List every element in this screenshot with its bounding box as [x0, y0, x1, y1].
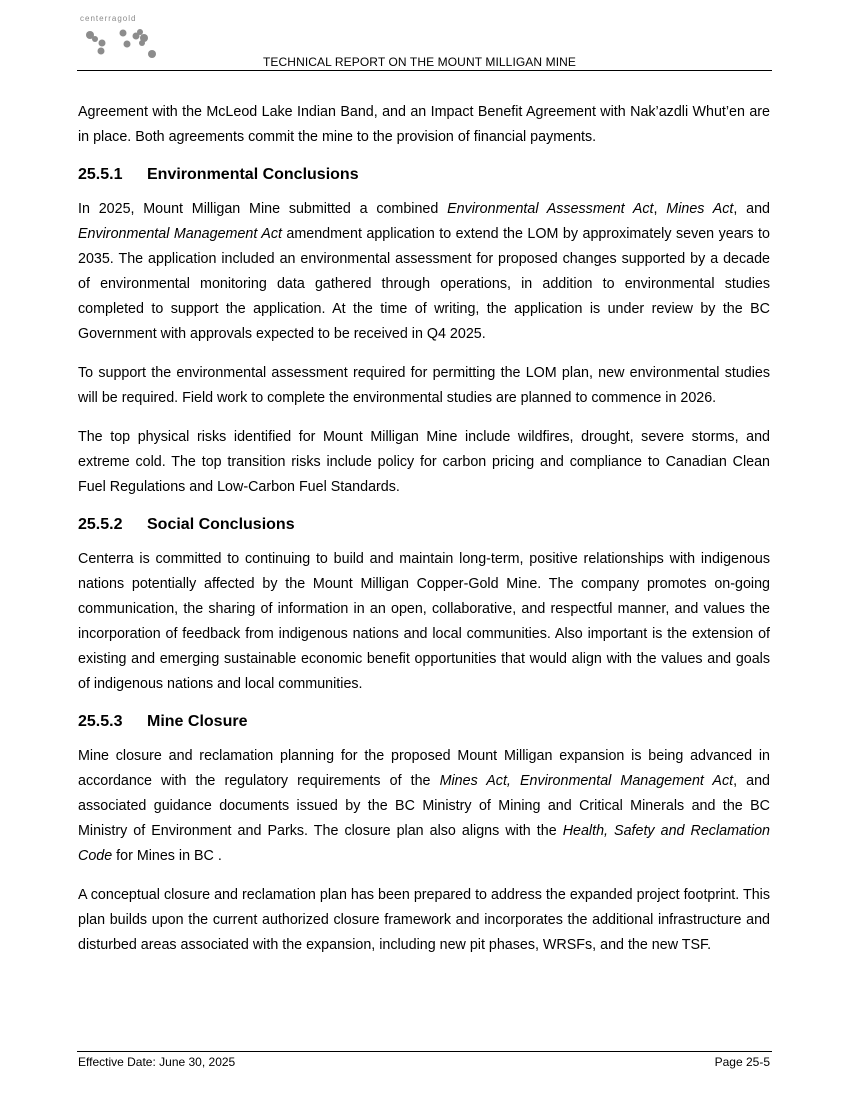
section-number: 25.5.2	[78, 516, 123, 533]
header-divider	[77, 70, 772, 71]
section-number: 25.5.3	[78, 713, 123, 730]
main-content	[78, 100, 770, 972]
section-number: 25.5.1	[78, 166, 123, 183]
intro-paragraph: Agreement with the McLeod Lake Indian Band, and an Impact Benefit Agreement with Nak’azdli Whut’en are in place. Both agreements commit the mine to the provision of financial payments.	[78, 104, 770, 145]
page-number: Page 25-5	[714, 1055, 770, 1069]
closure-paragraph-1: Mine closure and reclamation planning for the proposed Mount Milligan expansion is being advanced in accordance with the regulatory requirements of the Mines Act, Environmental Management Act, and associated guidance documents issued by the BC Ministry of Mining and Critical Minerals and the BC Ministry of Environment and Parks. The closure plan also aligns with the Health, Safety and Reclamation Code for Mines in BC .	[78, 748, 770, 864]
logo-text: centerragold	[80, 14, 137, 23]
closure-paragraph-2: A conceptual closure and reclamation plan has been prepared to address the expanded project footprint. This plan builds upon the current authorized closure framework and incorporates the additional infrastructure and disturbed areas associated with the expansion, including new pit phases, WRSFs, and the new TSF.	[78, 887, 770, 953]
section-heading-social	[78, 514, 770, 536]
effective-date: Effective Date: June 30, 2025	[78, 1055, 236, 1069]
footer-divider	[77, 1051, 772, 1052]
section-title: Social Conclusions	[147, 516, 295, 533]
environmental-paragraph-1: In 2025, Mount Milligan Mine submitted a combined Environmental Assessment Act, Mines Act, and Environmental Management Act amendment application to extend the LOM by approximately seven years to 2035. The application included an environmental assessment for proposed changes supported by a decade of environmental monitoring data gathered through operations, in addition to environmental studies completed to support the application. At the time of writing, the application is under review by the BC Government with approvals expected to be received in Q4 2025.	[78, 201, 770, 342]
section-title: Mine Closure	[147, 713, 248, 730]
section-heading-environmental	[78, 164, 770, 186]
social-paragraph-1: Centerra is committed to continuing to build and maintain long-term, positive relationships with indigenous nations potentially affected by the Mount Milligan Copper-Gold Mine. The company promotes on-going communication, the sharing of information in an open, collaborative, and respectful manner, and values the incorporation of feedback from indigenous nations and local communities. Also important is the extension of existing and emerging sustainable economic benefit opportunities that would align with the values and goals of indigenous nations and local communities.	[78, 551, 770, 692]
environmental-paragraph-3: The top physical risks identified for Mount Milligan Mine include wildfires, drought, severe storms, and extreme cold. The top transition risks include policy for carbon pricing and compliance to Canadian Clean Fuel Regulations and Low-Carbon Fuel Standards.	[78, 429, 770, 495]
centerra-gold-logo	[80, 14, 170, 62]
section-title: Environmental Conclusions	[147, 166, 359, 183]
environmental-paragraph-2: To support the environmental assessment required for permitting the LOM plan, new environmental studies will be required. Field work to complete the environmental studies are planned to commence in 2026.	[78, 365, 770, 406]
logo-dots-graphic	[80, 24, 170, 62]
section-heading-mine-closure	[78, 711, 770, 733]
report-header-title: TECHNICAL REPORT ON THE MOUNT MILLIGAN MINE	[263, 55, 577, 69]
